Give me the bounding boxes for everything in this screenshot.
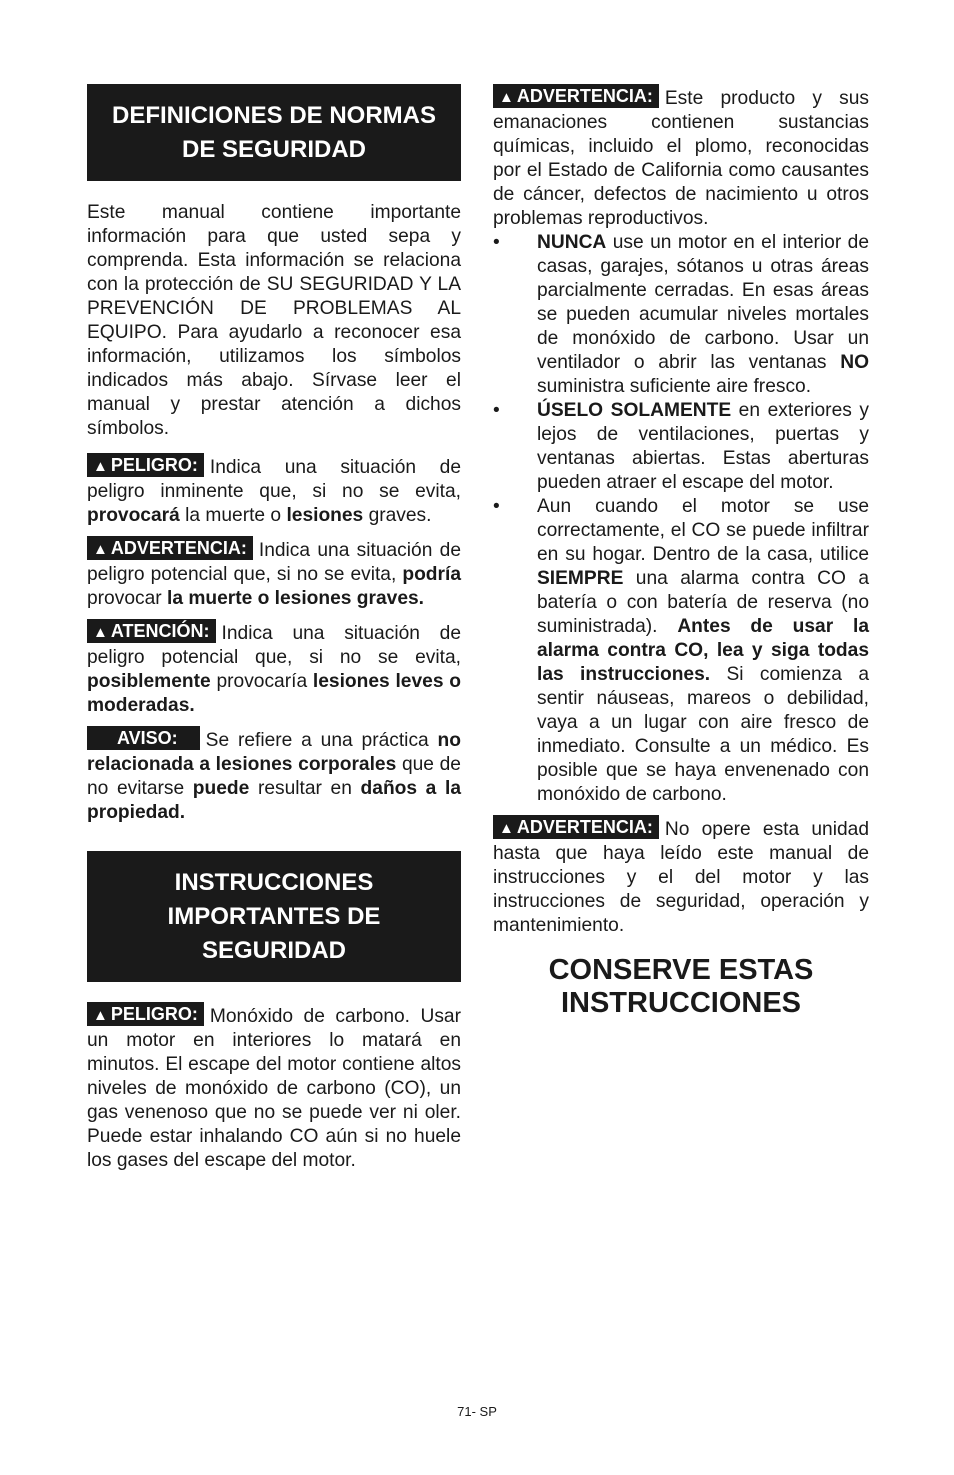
bullet: •: [493, 232, 500, 253]
caution-tag: ▲ ATENCIÓN:: [87, 619, 216, 643]
warning-triangle-icon: ▲: [93, 1007, 108, 1024]
co-safety-list: [493, 231, 869, 807]
warning-triangle-icon: ▲: [93, 458, 108, 475]
warning-tag: ▲ ADVERTENCIA:: [493, 84, 659, 108]
danger-tag: ▲ PELIGRO:: [87, 453, 204, 477]
warning-triangle-icon: ▲: [93, 541, 108, 558]
warning-tag: ▲ ADVERTENCIA:: [87, 536, 253, 560]
carbon-monoxide-danger: ▲ PELIGRO: Monóxido de carbono. Usar un motor en interiores lo matará en minutos. El escape del motor contiene altos niveles de monóxido de carbono (CO), un gas venenoso que no se puede ver ni oler. Puede estar inhalando CO aún si no huele los gases del escape del motor.: [87, 1004, 461, 1171]
keep-instructions-heading: CONSERVE ESTAS INSTRUCCIONES: [548, 954, 814, 1019]
warning-tag: ▲ ADVERTENCIA:: [493, 815, 659, 839]
header-line: INSTRUCCIONES: [174, 869, 374, 896]
bullet: •: [493, 400, 500, 421]
left-column: [87, 84, 461, 1173]
important-instructions-header: [87, 851, 461, 982]
warning-triangle-icon: ▲: [499, 820, 514, 837]
header-line: IMPORTANTES DE: [167, 903, 381, 930]
right-column: [493, 84, 869, 1020]
list-item: • NUNCA use un motor en el interior de casas, garajes, sótanos u otras áreas parcialmente cerradas. En esas áreas se pueden acumular niveles mortales de monóxido de carbono. Usar un ventilador o abrir las ventanas NO suministra suficiente aire fresco.: [493, 232, 869, 397]
header-line: DE SEGURIDAD: [181, 136, 367, 163]
manual-warning: ▲ ADVERTENCIA: No opere esta unidad hasta que haya leído este manual de instrucciones y el del motor y las instrucciones de seguridad, operación y mantenimiento.: [493, 817, 869, 936]
notice-tag: AVISO:: [87, 726, 200, 750]
bullet: •: [493, 496, 500, 517]
danger-definition: ▲ PELIGRO: Indica una situación de peligro inminente que, si no se evita, provocará la muerte o lesiones graves.: [87, 455, 461, 526]
list-item: • ÚSELO SOLAMENTE en exteriores y lejos de ventilaciones, puertas y ventanas abiertas. Estas aberturas pueden atraer el escape del motor.: [493, 400, 869, 493]
safety-definitions-header: [87, 84, 461, 181]
warning-triangle-icon: ▲: [93, 624, 108, 641]
prop65-warning: ▲ ADVERTENCIA: Este producto y sus emanaciones contienen sustancias químicas, incluido el plomo, reconocidas por el Estado de California como causantes de cáncer, defectos de nacimiento u otros problemas reproductivos.: [493, 86, 869, 229]
header-line: SEGURIDAD: [201, 937, 346, 964]
warning-triangle-icon: ▲: [499, 89, 514, 106]
page-number: 71- SP: [457, 1404, 497, 1419]
list-item: • Aun cuando el motor se use correctamente, el CO se puede infiltrar en su hogar. Dentro de la casa, utilice SIEMPRE una alarma contra CO a batería o con batería de reserva (no suministrada). Antes de usar la alarma contra CO, lea y siga todas las instrucciones. Si comienza a sentir náuseas, mareos o debilidad, vaya a un lugar con aire fresco de inmediato. Consulte a un médico. Es posible que se haya envenenado con monóxido de carbono.: [493, 496, 869, 805]
danger-tag: ▲ PELIGRO:: [87, 1002, 204, 1026]
warning-definition: ▲ ADVERTENCIA: Indica una situación de peligro potencial que, si no se evita, podría provocar la muerte o lesiones graves.: [87, 538, 461, 609]
header-line: DEFINICIONES DE NORMAS: [111, 102, 437, 129]
caution-definition: ▲ ATENCIÓN: Indica una situación de peligro potencial que, si no se evita, posiblemente provocaría lesiones leves o moderadas.: [87, 621, 461, 716]
intro-paragraph: Este manual contiene importante información para que usted sepa y comprenda. Esta información se relaciona con la protección de SU SEGURIDAD Y LA PREVENCIÓN DE PROBLEMAS AL EQUIPO. Para ayudarlo a reconocer esa información, utilizamos los símbolos indicados más abajo. Sírvase leer el manual y prestar atención a dichos símbolos.: [87, 202, 461, 439]
notice-definition: AVISO: Se refiere a una práctica no relacionada a lesiones corporales que de no evitarse puede resultar en daños a la propiedad.: [87, 728, 461, 823]
